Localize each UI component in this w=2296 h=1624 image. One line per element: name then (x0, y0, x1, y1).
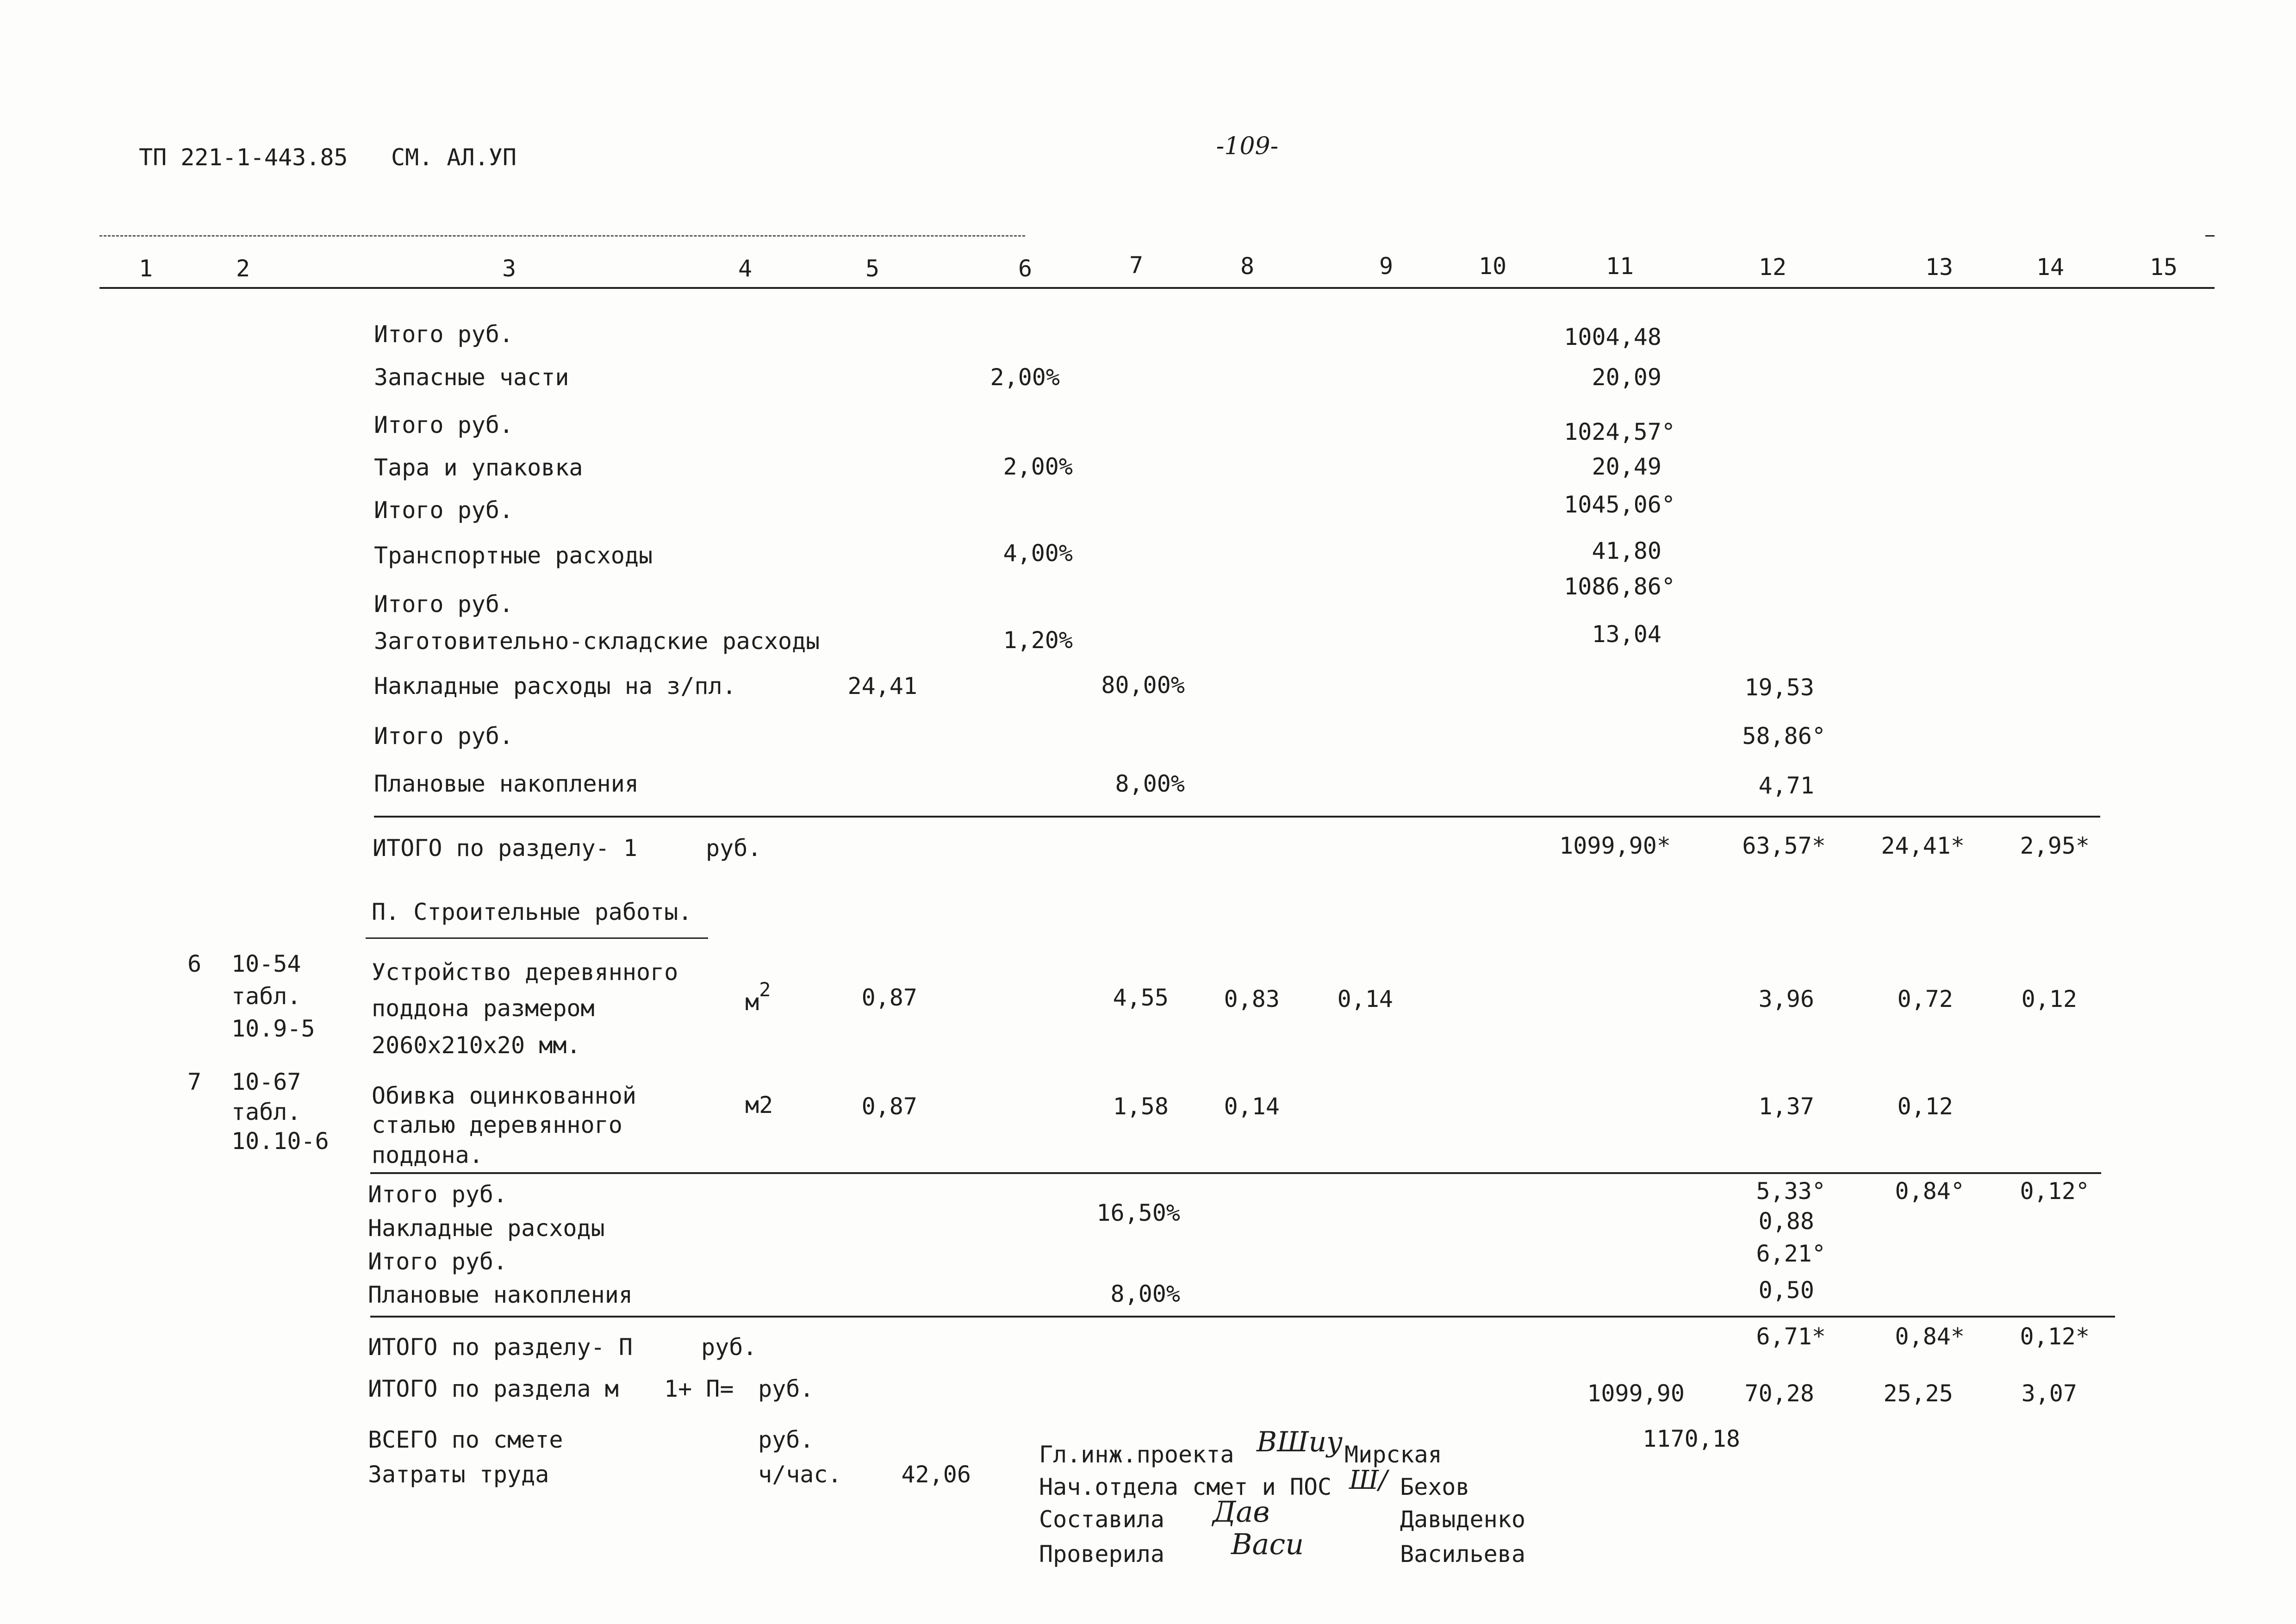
column-number: 10 (1478, 253, 1507, 280)
item-number: 7 (187, 1068, 202, 1095)
cell-col8: 0,14 (1224, 1093, 1280, 1120)
column-number: 15 (2149, 254, 2178, 281)
row-label: Итого руб. (368, 1181, 508, 1208)
row-label: Итого руб. (368, 1248, 508, 1275)
signature-mark: Васи (1231, 1527, 1304, 1561)
signer-name: Мирская (1344, 1441, 1442, 1468)
column-number: 9 (1379, 253, 1394, 280)
cell-col6: 4,00% (1003, 540, 1073, 567)
column-number: 3 (502, 255, 516, 282)
section2-items-rule (370, 1172, 2101, 1174)
item-code: 10.10-6 (231, 1128, 329, 1155)
signature-mark: Дав (1213, 1495, 1270, 1529)
document-code: ТП 221-1-443.85 (139, 144, 348, 171)
cell-col12: 58,86° (1742, 723, 1826, 750)
column-number: 2 (236, 255, 250, 282)
labor-unit: ч/час. (758, 1461, 842, 1488)
cell-col11: 1099,90* (1559, 832, 1671, 859)
cell-col14: 2,95* (2020, 832, 2090, 859)
header-top-rule-right (2205, 235, 2215, 237)
signer-name: Бехов (1400, 1474, 1470, 1500)
cell-col12: 0,88 (1758, 1208, 1814, 1235)
row-label: Транспортные расходы (374, 542, 653, 569)
cell-col8: 0,83 (1224, 986, 1280, 1012)
cell-col11: 1086,86° (1564, 573, 1675, 600)
labor-label: Затраты труда (368, 1461, 549, 1488)
signature-role: Гл.инж.проекта (1039, 1441, 1234, 1468)
cell-col12: 3,96 (1758, 986, 1814, 1012)
grand-total-label: ИТОГО по раздела м (368, 1375, 619, 1402)
row-label: Запасные части (374, 364, 569, 391)
cell-col12: 1,37 (1758, 1093, 1814, 1120)
estimate-total-unit: руб. (758, 1426, 814, 1453)
section2-total-label: ИТОГО по разделу- П (368, 1334, 633, 1361)
cell-col14: 0,12 (2021, 986, 2077, 1012)
item-name: поддона размером (372, 995, 595, 1022)
row-label: Плановые накопления (368, 1281, 633, 1308)
column-number: 7 (1129, 252, 1144, 279)
estimate-total-label: ВСЕГО по смете (368, 1426, 563, 1453)
cell-col6: 2,00% (1003, 453, 1073, 480)
row-label: Накладные расходы (368, 1215, 605, 1242)
cell-col11: 13,04 (1592, 621, 1661, 648)
item-number: 6 (187, 950, 202, 977)
item-unit: м2 (745, 1092, 773, 1118)
album-reference: СМ. АЛ.УП (391, 144, 516, 171)
row-label: Накладные расходы на з/пл. (374, 673, 736, 700)
cell-col7: 80,00% (1101, 672, 1185, 699)
header-top-rule (100, 235, 1025, 237)
page-number: -109- (1216, 132, 1279, 160)
cell-col13: 24,41* (1881, 832, 1965, 859)
row-label: Итого руб. (374, 723, 514, 750)
cell-col12: 0,50 (1758, 1277, 1814, 1304)
section1-total-unit: руб. (706, 835, 762, 862)
column-number: 5 (865, 255, 880, 282)
cell-col12: 63,57* (1742, 832, 1826, 859)
cell-col13: 0,84° (1895, 1178, 1965, 1205)
row-label: Итого руб. (374, 321, 514, 348)
cell-col11: 1099,90 (1587, 1380, 1685, 1407)
signature-mark: ВШиу (1257, 1426, 1343, 1458)
column-number: 14 (2036, 254, 2065, 281)
item-name: Обивка оцинкованной (372, 1082, 636, 1109)
cell-col11: 20,49 (1592, 453, 1661, 480)
cell-col13: 0,84* (1895, 1323, 1965, 1350)
cell-col12: 4,71 (1758, 772, 1814, 799)
cell-col5: 0,87 (861, 1093, 917, 1120)
cell-col12: 70,28 (1744, 1380, 1814, 1407)
cell-col14: 0,12* (2020, 1323, 2090, 1350)
cell-col5: 0,87 (861, 984, 917, 1011)
column-number: 1 (138, 255, 153, 282)
cell-col11: 1004,48 (1564, 324, 1661, 350)
column-number: 4 (738, 255, 753, 282)
cell-col13: 0,12 (1897, 1093, 1953, 1120)
row-label: Тара и упаковка (374, 454, 583, 481)
section1-total-rule (374, 816, 2100, 818)
section2-total-unit: руб. (701, 1334, 757, 1361)
cell-col6: 1,20% (1003, 627, 1073, 654)
estimate-total-value: 1170,18 (1643, 1425, 1740, 1452)
cell-col13: 0,72 (1897, 986, 1953, 1012)
section1-total-label: ИТОГО по разделу- 1 (373, 835, 637, 862)
row-label: Итого руб. (374, 591, 514, 618)
unit-base: м (745, 989, 759, 1016)
cell-col7: 1,58 (1113, 1093, 1169, 1120)
cell-col11: 20,09 (1592, 364, 1661, 391)
cell-col6: 2,00% (990, 364, 1060, 391)
header-bottom-rule (100, 287, 2215, 289)
cell-col7: 4,55 (1113, 984, 1169, 1011)
grand-total-sections: 1+ П= (664, 1375, 734, 1402)
cell-col12: 5,33° (1756, 1178, 1826, 1205)
column-number: 6 (1018, 255, 1033, 282)
column-number: 11 (1605, 253, 1634, 280)
cell-col7: 16,50% (1096, 1199, 1180, 1226)
cell-col14: 3,07 (2021, 1380, 2077, 1407)
item-code: 10-54 (231, 950, 301, 977)
signer-name: Васильева (1400, 1541, 1525, 1568)
section2-total-rule (370, 1316, 2115, 1318)
cell-col12: 6,71* (1756, 1323, 1826, 1350)
item-name: Устройство деревянного (372, 959, 678, 986)
row-label: Плановые накопления (374, 770, 639, 797)
signature-role: Нач.отдела смет и ПОС (1039, 1474, 1332, 1500)
column-number: 13 (1925, 254, 1954, 281)
cell-col7: 8,00% (1110, 1280, 1180, 1307)
cell-col11: 1045,06° (1564, 491, 1675, 518)
section2-title-underline (366, 937, 708, 939)
unit-exponent: 2 (759, 978, 771, 1001)
item-code: табл. (231, 1099, 301, 1125)
cell-col11: 41,80 (1592, 537, 1661, 564)
labor-value: 42,06 (901, 1461, 971, 1488)
cell-col14: 0,12° (2020, 1178, 2090, 1205)
row-label: Итого руб. (374, 412, 514, 438)
cell-col13: 25,25 (1883, 1380, 1953, 1407)
cell-col12: 19,53 (1744, 674, 1814, 701)
item-name: 2060x210x20 мм. (372, 1032, 581, 1059)
row-label: Итого руб. (374, 497, 514, 524)
item-unit (745, 978, 771, 1016)
cell-col5: 24,41 (847, 673, 917, 700)
row-label: Заготовительно-складские расходы (374, 628, 820, 655)
cell-col12: 6,21° (1756, 1240, 1826, 1267)
item-code: табл. (231, 983, 301, 1010)
column-number: 12 (1758, 254, 1787, 281)
item-code: 10.9-5 (231, 1015, 315, 1042)
column-number: 8 (1240, 253, 1255, 280)
signature-role: Проверила (1039, 1541, 1164, 1568)
cell-col7: 8,00% (1115, 770, 1185, 797)
section2-title: П. Строительные работы. (372, 899, 692, 925)
grand-total-unit: руб. (758, 1375, 814, 1402)
item-code: 10-67 (231, 1068, 301, 1095)
signature-role: Составила (1039, 1506, 1164, 1533)
cell-col11: 1024,57° (1564, 418, 1675, 445)
signer-name: Давыденко (1400, 1506, 1525, 1533)
signature-mark: Ш/ (1349, 1465, 1388, 1495)
cell-col9: 0,14 (1337, 986, 1393, 1012)
item-name: поддона. (372, 1142, 483, 1168)
item-name: сталью деревянного (372, 1112, 622, 1138)
